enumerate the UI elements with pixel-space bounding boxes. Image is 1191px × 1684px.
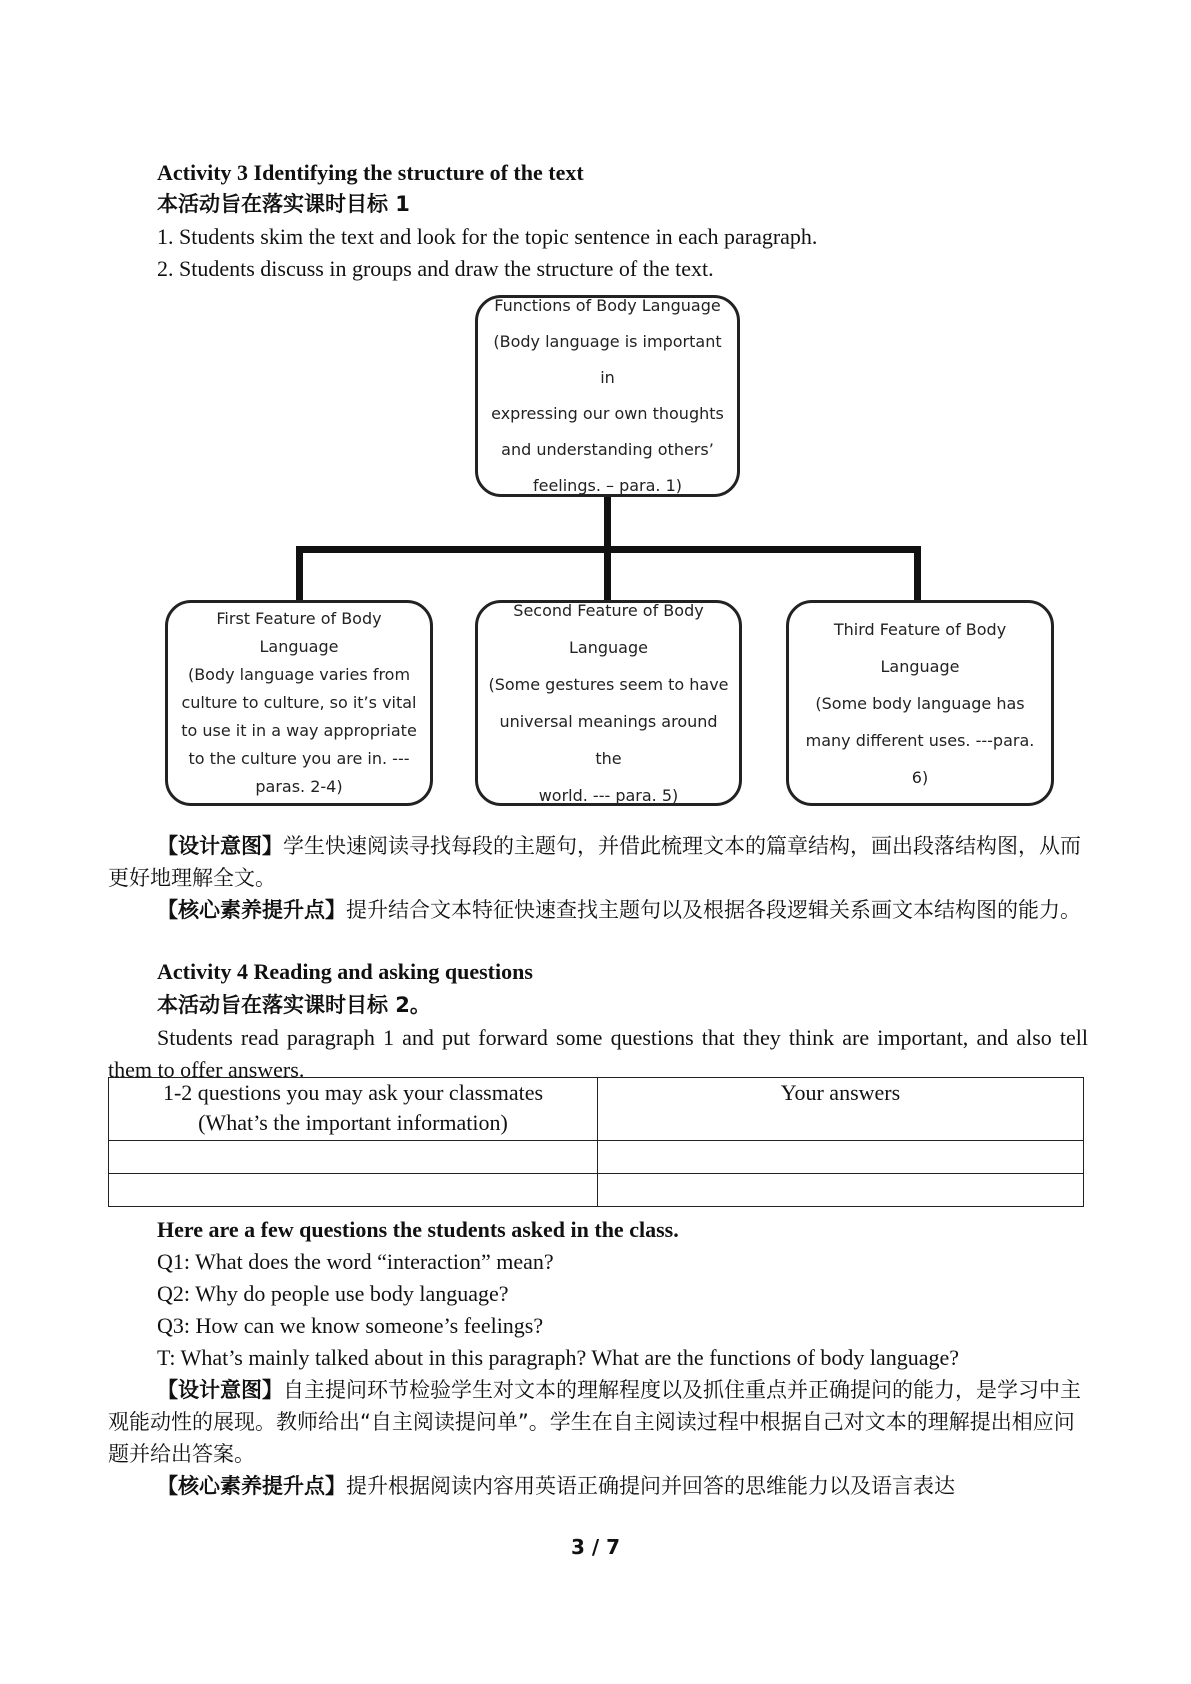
box-line: expressing our own thoughts (491, 404, 724, 423)
table-cell-answer[interactable] (598, 1174, 1084, 1207)
table-cell-answer[interactable] (598, 1141, 1084, 1174)
connector-vertical (604, 497, 611, 549)
core-literacy-tag: 【核心素养提升点】 (157, 898, 346, 922)
activity3-step2: 2. Students discuss in groups and draw the structure of the text. (157, 256, 714, 281)
table-header-row (109, 1078, 1084, 1141)
activity3-title: Activity 3 Identifying the structure of the text (157, 160, 584, 185)
core-literacy-1 (108, 894, 1088, 926)
question-1: Q1: What does the word “interaction” mean? (157, 1249, 554, 1274)
box-line: many different uses. ---para. 6) (805, 730, 1035, 787)
diagram-box-second-feature (475, 600, 742, 806)
table-cell-question[interactable] (109, 1141, 598, 1174)
teacher-question: T: What’s mainly talked about in this paragraph? What are the functions of body language? (157, 1345, 960, 1370)
question-3: Q3: How can we know someone’s feelings? (157, 1313, 544, 1338)
box-line: to use it in a way appropriate (181, 721, 417, 740)
activity4-aim: 本活动旨在落实课时目标 2。 (157, 993, 431, 1017)
box-line: to the culture you are in. --- (188, 749, 410, 768)
box-line: Second Feature of Body (513, 601, 704, 620)
connector-left (296, 546, 303, 600)
box-line: and understanding others’ (501, 440, 714, 459)
core-literacy-text: 提升根据阅读内容用英语正确提问并回答的思维能力以及语言表达 (346, 1474, 955, 1498)
connector-right (914, 546, 921, 600)
design-intent-text: 自主提问环节检验学生对文本的理解程度以及抓住重点并正确提问的能力，是学习中主观能动性的展现。教师给出“自主阅读提问单”。学生在自主阅读过程中根据自己对文本的理解提出相应问题并给出答案。 (108, 1378, 1081, 1466)
activity4-title: Activity 4 Reading and asking questions (157, 959, 533, 984)
box-line: Language (880, 656, 960, 676)
box-line: world. --- para. 5) (538, 786, 679, 805)
activity4-intro: Students read paragraph 1 and put forward some questions that they think are important, and also tell them to offer answers. (108, 1025, 1088, 1082)
design-intent-tag: 【设计意图】 (157, 834, 283, 858)
box-line: (Body language varies from (187, 665, 411, 684)
activity3-aim: 本活动旨在落实课时目标 1 (157, 192, 410, 216)
design-intent-text: 学生快速阅读寻找每段的主题句，并借此梳理文本的篇章结构，画出段落结构图，从而更好地理解全文。 (108, 834, 1081, 890)
box-line: culture to culture, so it’s vital (181, 693, 417, 712)
diagram-box-functions (475, 295, 740, 497)
box-line: Functions of Body Language (494, 296, 721, 315)
box-line: paras. 2-4) (255, 777, 343, 796)
design-intent-1 (108, 830, 1088, 894)
question-2: Q2: Why do people use body language? (157, 1281, 509, 1306)
box-line: feelings. – para. 1) (532, 476, 683, 495)
core-literacy-text: 提升结合文本特征快速查找主题句以及根据各段逻辑关系画文本结构图的能力。 (346, 898, 1081, 922)
core-literacy-tag: 【核心素养提升点】 (157, 1474, 346, 1498)
question-table (108, 1077, 1084, 1207)
design-intent-2 (108, 1374, 1088, 1470)
box-line: (Body language is important in (493, 332, 722, 387)
box-line: First Feature of Body Language (216, 609, 382, 656)
activity3-step1: 1. Students skim the text and look for the topic sentence in each paragraph. (157, 224, 818, 249)
core-literacy-2 (108, 1470, 1088, 1502)
diagram-box-third-feature (786, 600, 1054, 806)
diagram-box-first-feature (165, 600, 433, 806)
box-line: universal meanings around the (499, 712, 718, 768)
box-line: (Some gestures seem to have (488, 675, 729, 694)
page-number: 3 / 7 (570, 1535, 621, 1559)
table-header-line: (What’s the important information) (198, 1110, 508, 1135)
table-row (109, 1174, 1084, 1207)
table-header-answers: Your answers (598, 1078, 1084, 1141)
questions-heading: Here are a few questions the students asked in the class. (157, 1217, 679, 1242)
table-header-line: 1-2 questions you may ask your classmates (162, 1080, 544, 1105)
box-line: Language (569, 638, 648, 657)
table-row (109, 1141, 1084, 1174)
table-header-questions (109, 1078, 598, 1141)
box-line: Third Feature of Body (833, 619, 1007, 639)
table-cell-question[interactable] (109, 1174, 598, 1207)
design-intent-tag: 【设计意图】 (157, 1378, 283, 1402)
box-line: (Some body language has (815, 693, 1025, 713)
